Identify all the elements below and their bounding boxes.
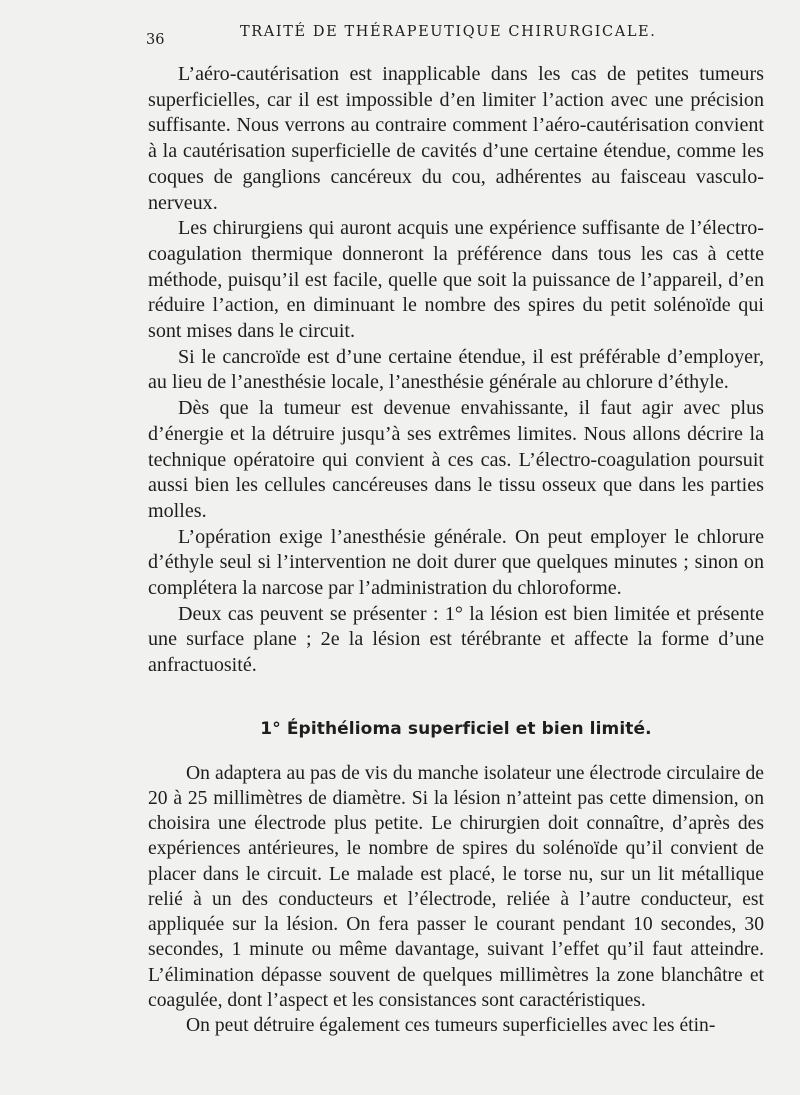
running-title: TRAITÉ DE THÉRAPEUTIQUE CHIRURGICALE.: [240, 24, 657, 40]
page-header: [148, 22, 764, 62]
paragraph: L’opération exige l’anesthésie générale. On peut employer le chlorure d’éthyle seul si l’intervention ne doit durer que quelques minutes ; sinon on complétera la narcose par l’administration du chloroforme.: [148, 525, 764, 600]
body-text: [148, 62, 764, 679]
section-heading: 1° Épithélioma superficiel et bien limité.: [260, 718, 652, 739]
paragraph: Dès que la tumeur est devenue envahissante, il faut agir avec plus d’énergie et la détruire jusqu’à ses extrêmes limites. Nous allons décrire la technique opératoire qui convient à ces cas. L’électro-coagulation poursuit aussi bien les cellules cancéreuses dans le tissu osseux que dans les parties molles.: [148, 397, 764, 522]
page-number: 36: [146, 32, 165, 48]
section-paragraph: On peut détruire également ces tumeurs superficielles avec les étin-: [186, 1014, 716, 1036]
paragraph: Si le cancroïde est d’une certaine étendue, il est préférable d’employer, au lieu de l’anesthésie locale, l’anesthésie générale au chlorure d’éthyle.: [148, 345, 764, 394]
paragraph: Les chirurgiens qui auront acquis une expérience suffisante de l’électro-coagulation thermique donneront la préférence dans tous les cas à cette méthode, puisqu’il est facile, quelle que soit la puissance de l’appareil, d’en réduire l’action, en diminuant le nombre des spires du petit solénoïde qui sont mises dans le circuit.: [148, 217, 764, 343]
section-text: [148, 761, 764, 1038]
paragraph: Deux cas peuvent se présenter : 1° la lésion est bien limitée et présente une surface plane ; 2e la lésion est térébrante et affecte la forme d’une anfractuosité.: [148, 602, 764, 677]
section-paragraph: On adaptera au pas de vis du manche isolateur une électrode circulaire de 20 à 25 millimètres de diamètre. Si la lésion n’atteint pas cette dimension, on choisira une électrode plus petite. Le chirurgien doit connaître, d’après des expériences antérieures, le nombre de spires du solénoïde qu’il convient de placer dans le circuit. Le malade est placé, le torse nu, sur un lit métallique relié à un des conducteurs et l’électrode, reliée à l’autre conducteur, est appliquée sur la lésion. On fera passer le courant pendant 10 secondes, 30 secondes, 1 minute ou même davantage, suivant l’effet qu’il faut atteindre. L’élimination dépasse souvent de quelques millimètres la zone blanchâtre et coagulée, dont l’aspect et les consistances sont caractéristiques.: [148, 762, 764, 1011]
paragraph: L’aéro-cautérisation est inapplicable dans les cas de petites tumeurs superficielles, car il est impossible d’en limiter l’action avec une précision suffisante. Nous verrons au contraire comment l’aéro-cautérisation convient à la cautérisation superficielle de cavités d’une certaine étendue, comme les coques de ganglions cancéreux du cou, adhérentes au faisceau vasculo-nerveux.: [148, 63, 764, 214]
